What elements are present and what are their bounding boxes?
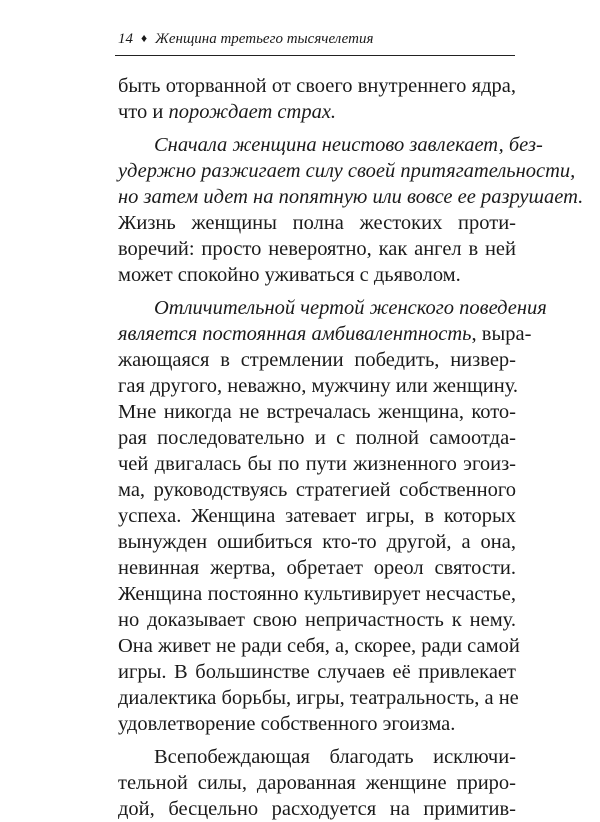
text-line: [118, 99, 516, 125]
paragraph: [118, 295, 547, 737]
text-run: может спокойно уживаться с дьяволом.: [118, 264, 461, 286]
text-run: Мне никогда не встречалась женщина, кото-: [118, 401, 516, 423]
text-line: [118, 607, 516, 633]
text-run: быть оторванной от своего внутреннего ядра,: [118, 75, 516, 97]
text-run: что и: [118, 101, 169, 123]
text-run: Жизнь женщины полна жестоких проти-: [118, 212, 516, 234]
text-run: воречий: просто невероятно, как ангел в ней: [118, 238, 516, 260]
italic-text: порождает страх.: [168, 101, 337, 123]
text-line: [118, 399, 516, 425]
text-line: [118, 555, 516, 581]
text-run: рая последовательно и с полной самоотда-: [118, 427, 516, 449]
running-header: [118, 30, 513, 48]
text-line: [118, 347, 516, 373]
text-line: [118, 425, 516, 451]
paragraph-gap: [118, 288, 516, 295]
text-line: [118, 581, 516, 607]
text-line: [118, 262, 516, 288]
text-line: [118, 210, 516, 236]
paragraph: [118, 132, 584, 288]
text-line: [118, 659, 516, 685]
text-run: чей двигалась бы по пути жизненного эгоиз-: [118, 453, 516, 475]
page-number: 14: [118, 31, 133, 47]
text-run: игры. В большинстве случаев её привлекает: [118, 661, 516, 683]
paragraph-gap: [118, 737, 516, 744]
text-run: жающаяся в стремлении победить, низвер-: [118, 349, 516, 371]
text-run: невинная жертва, обретает ореол святости.: [118, 557, 516, 579]
text-line: [118, 73, 516, 99]
text-run: Она живет не ради себя, а, скорее, ради самой: [118, 635, 520, 657]
text-run: диалектика борьбы, игры, театральность, а не: [118, 687, 519, 709]
text-line: [118, 529, 516, 555]
text-line: [118, 770, 516, 796]
text-line: [118, 373, 519, 399]
text-run: дой, бесцельно расходуется на примитив-: [118, 798, 516, 820]
text-line: [118, 633, 520, 659]
text-line: [118, 685, 519, 711]
text-line: [118, 711, 516, 737]
text-line: [118, 132, 543, 158]
paragraph: [118, 744, 516, 822]
text-run: удовлетворение собственного эгоизма.: [118, 713, 456, 735]
paragraph: [118, 73, 516, 125]
italic-text: является постоянная амбивалентность: [118, 323, 472, 345]
book-title: Женщина третьего тысячелетия: [155, 31, 374, 47]
italic-text: Сначала женщина неистово завлекает, без-: [154, 134, 543, 156]
text-line: [118, 744, 516, 770]
text-line: [118, 503, 516, 529]
text-line: [118, 451, 516, 477]
text-run: но доказывает свою непричастность к нему.: [118, 609, 516, 631]
text-line: [118, 184, 584, 210]
text-line: [118, 796, 516, 822]
text-line: [118, 321, 532, 347]
header-divider: [115, 55, 515, 56]
text-line: [118, 236, 516, 262]
diamond-separator-icon: ♦: [141, 31, 148, 45]
text-run: вынужден ошибиться кто-то другой, а она,: [118, 531, 516, 553]
italic-text: но затем идет на попятную или вовсе ее разрушает.: [118, 186, 584, 208]
italic-text: Отличительной чертой женского поведения: [154, 297, 547, 319]
text-run: гая другого, неважно, мужчину или женщину.: [118, 375, 519, 397]
text-run: ма, руководствуясь стратегией собственного: [118, 479, 516, 501]
text-run: тельной силы, дарованная женщине приро-: [118, 772, 516, 794]
text-line: [118, 158, 576, 184]
text-run: , выра-: [471, 323, 532, 345]
paragraph-gap: [118, 125, 516, 132]
body-text: [118, 73, 584, 822]
text-line: [118, 295, 547, 321]
text-run: Всепобеждающая благодать исключи-: [154, 746, 516, 768]
text-run: Женщина постоянно культивирует несчастье,: [118, 583, 516, 605]
text-run: успеха. Женщина затевает игры, в которых: [118, 505, 516, 527]
italic-text: удержно разжигает силу своей притягательности,: [118, 160, 576, 182]
text-line: [118, 477, 516, 503]
